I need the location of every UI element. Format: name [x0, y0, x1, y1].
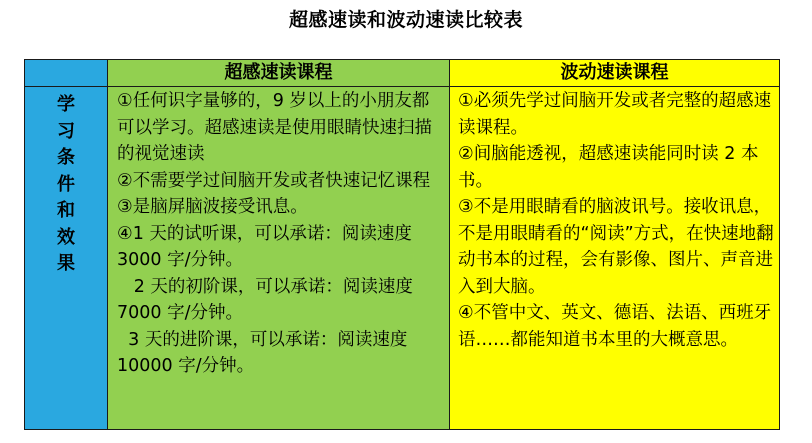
row-header-label: [25, 92, 107, 278]
row-header-char: 件: [57, 173, 75, 195]
wave-item-3: ③不是用眼睛看的脑波讯号。接收讯息，不是用眼睛看的“阅读”方式，在快速地翻动书本的过程，会有影像、图片、声音进入到大脑。: [458, 197, 774, 297]
row-header-char: 习: [57, 120, 75, 142]
row-header-char: 学: [57, 94, 75, 115]
table-corner-cell: [25, 60, 108, 87]
wave-item-1: ①必须先学过间脑开发或者完整的超感速读课程。: [458, 91, 772, 138]
row-header-char: 效: [57, 226, 75, 248]
super-sense-item-4: ④1 天的试听课，可以承诺：阅读速度 3000 字/分钟。: [117, 223, 418, 270]
super-sense-item-2: ②不需要学过间脑开发或者快速记忆课程: [117, 170, 431, 191]
wave-content-cell: [450, 87, 779, 429]
comparison-table: [24, 59, 780, 430]
column-header-wave: 波动速读课程: [450, 60, 779, 87]
page-title: 超感速读和波动速读比较表: [288, 9, 523, 31]
super-sense-item-6: 3 天的进阶课，可以承诺：阅读速度 10000 字/分钟。: [117, 329, 413, 376]
wave-item-2: ②间脑能透视，超感速读能同时读 2 本书。: [458, 144, 759, 191]
super-sense-item-3: ③是脑屏脑波接受讯息。: [117, 197, 308, 217]
column-header-super-sense: 超感速读课程: [108, 60, 450, 87]
super-sense-item-5: 2 天的初阶课，可以承诺：阅读速度 7000 字/分钟。: [117, 276, 419, 323]
super-sense-item-1: ①任何识字量够的，9 岁以上的小朋友都可以学习。超感速读是使用眼睛快速扫描的视觉速读: [117, 91, 432, 164]
row-header-char: 果: [57, 253, 75, 274]
row-header-char: 条: [57, 147, 75, 168]
row-header-cell: [25, 87, 108, 429]
super-sense-content-cell: [108, 87, 450, 429]
wave-item-4: ④不管中文、英文、德语、法语、西班牙语……都能知道书本里的大概意思。: [458, 303, 772, 350]
row-header-char: 和: [57, 200, 75, 221]
